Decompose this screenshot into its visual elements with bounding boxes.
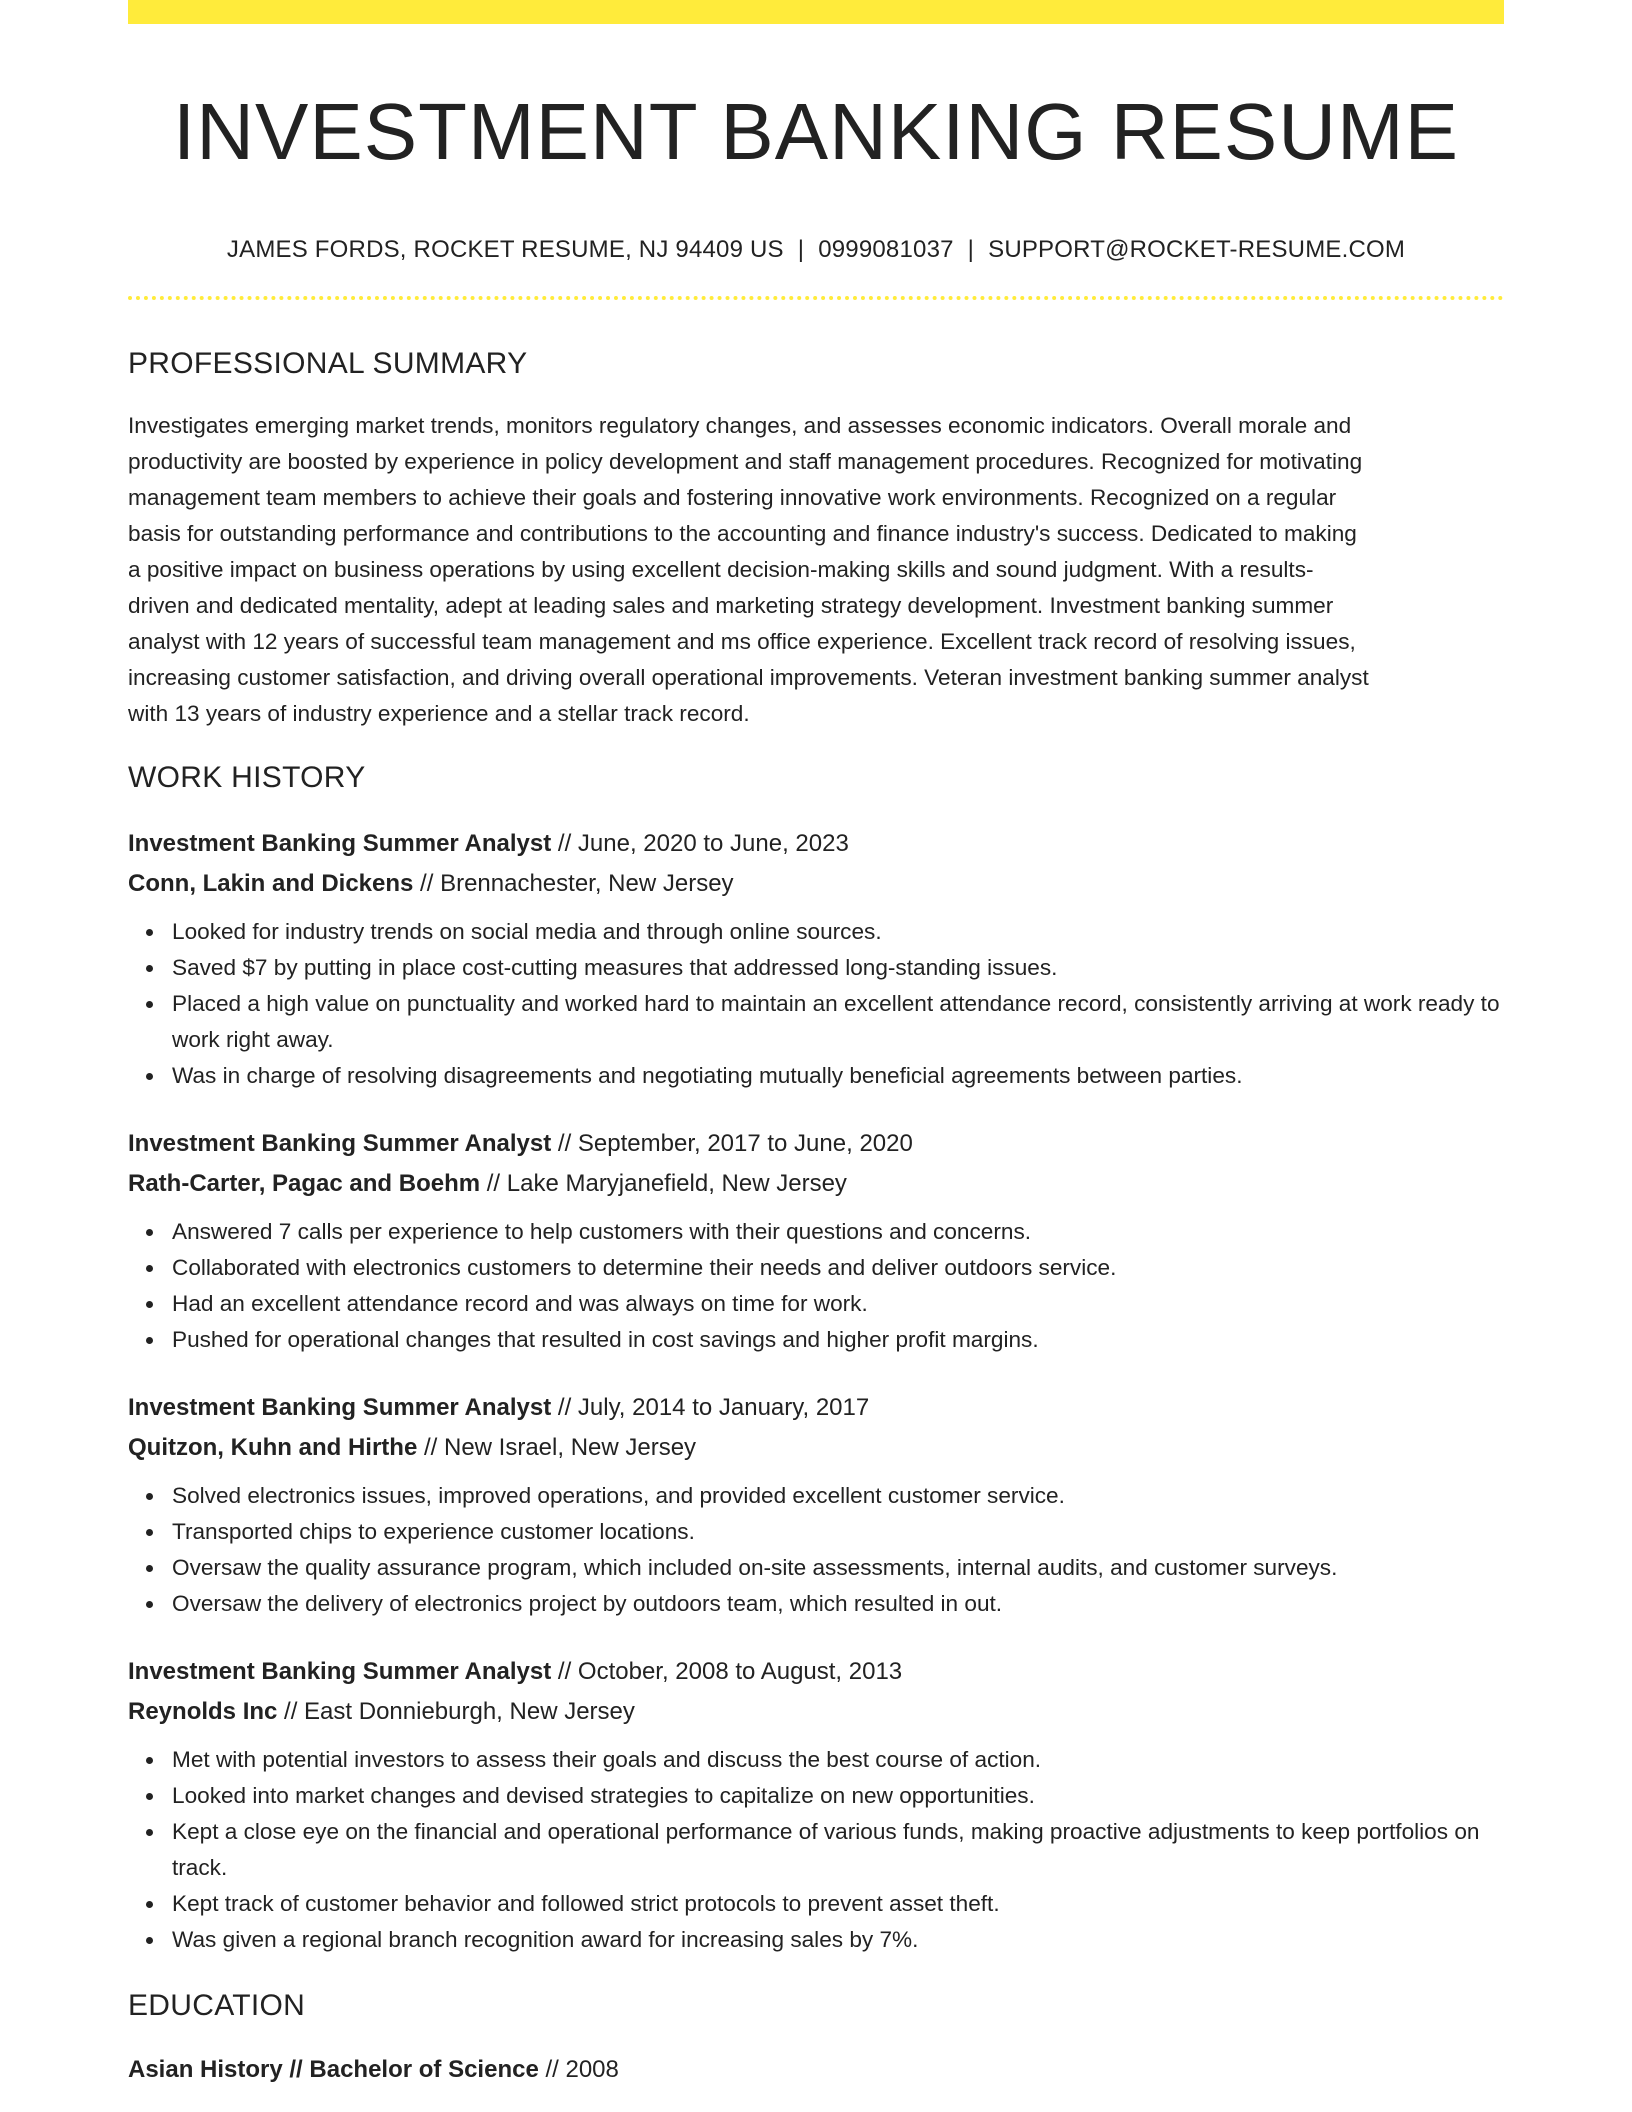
job-entry: [128, 1652, 1504, 1958]
job-bullet: Looked into market changes and devised strategies to capitalize on new opportunities.: [172, 1778, 1504, 1814]
contact-separator: |: [967, 236, 975, 263]
job-location: // Brennachester, New Jersey: [413, 870, 734, 897]
contact-line: [128, 234, 1504, 266]
contact-address: JAMES FORDS, ROCKET RESUME, NJ 94409 US: [226, 236, 784, 263]
education-degree: Asian History // Bachelor of Science: [128, 2056, 539, 2083]
job-title: Investment Banking Summer Analyst: [128, 830, 552, 857]
job-bullet: Transported chips to experience customer locations.: [172, 1514, 1504, 1550]
contact-separator: |: [797, 236, 805, 263]
job-bullet: Had an excellent attendance record and was always on time for work.: [172, 1286, 1504, 1322]
job-bullet: Placed a high value on punctuality and worked hard to maintain an excellent attendance record, consistently arriving at work ready to work right away.: [172, 986, 1504, 1058]
job-company-line: [128, 1692, 1504, 1732]
job-title-line: [128, 1388, 1504, 1428]
job-entry: [128, 1124, 1504, 1358]
job-company-line: [128, 864, 1504, 904]
job-company: Quitzon, Kuhn and Hirthe: [128, 1434, 418, 1461]
job-title-line: [128, 1124, 1504, 1164]
job-bullet: Collaborated with electronics customers to determine their needs and deliver outdoors service.: [172, 1250, 1504, 1286]
job-location: // New Israel, New Jersey: [417, 1434, 697, 1461]
summary-text: Investigates emerging market trends, monitors regulatory changes, and assesses economic indicators. Overall morale and productivity are boosted by experience in policy development and staff management procedures. Recognized for motivating management team members to achieve their goals and fostering innovative work environments. Recognized on a regular basis for outstanding performance and contributions to the accounting and finance industry's success. Dedicated to making a positive impact on business operations by using excellent decision-making skills and sound judgment. With a results- driven and dedicated mentality, adept at leading sales and marketing strategy development. Investment banking summer analyst with 12 years of successful team management and ms office experience. Excellent track record of resolving issues, increasing customer satisfaction, and driving overall operational improvements. Veteran investment banking summer analyst with 13 years of industry experience and a stellar track record.: [128, 413, 1369, 726]
work-history-heading: WORK HISTORY: [128, 761, 366, 794]
job-bullet: Was given a regional branch recognition award for increasing sales by 7%.: [172, 1922, 1504, 1958]
job-title: Investment Banking Summer Analyst: [128, 1130, 552, 1157]
job-title: Investment Banking Summer Analyst: [128, 1658, 552, 1685]
job-bullets: [128, 914, 1504, 1094]
job-entry: [128, 1388, 1504, 1622]
job-dates: // July, 2014 to January, 2017: [551, 1394, 870, 1421]
job-dates: // June, 2020 to June, 2023: [551, 830, 849, 857]
summary-heading: PROFESSIONAL SUMMARY: [128, 347, 528, 380]
job-company-line: [128, 1164, 1504, 1204]
job-bullets: [128, 1742, 1504, 1958]
job-bullet: Looked for industry trends on social media and through online sources.: [172, 914, 1504, 950]
job-entry: [128, 824, 1504, 1094]
education-year: // 2008: [538, 2056, 619, 2083]
job-bullet: Solved electronics issues, improved operations, and provided excellent customer service.: [172, 1478, 1504, 1514]
job-title-line: [128, 1652, 1504, 1692]
contact-email: SUPPORT@ROCKET-RESUME.COM: [988, 236, 1406, 263]
job-company: Reynolds Inc: [128, 1698, 278, 1725]
job-bullet: Was in charge of resolving disagreements and negotiating mutually beneficial agreements between parties.: [172, 1058, 1504, 1094]
job-bullet: Oversaw the quality assurance program, which included on-site assessments, internal audits, and customer surveys.: [172, 1550, 1504, 1586]
job-bullet: Saved $7 by putting in place cost-cutting measures that addressed long-standing issues.: [172, 950, 1504, 986]
accent-top-bar: [128, 0, 1504, 24]
job-title: Investment Banking Summer Analyst: [128, 1394, 552, 1421]
education-entry: [128, 2050, 1504, 2090]
job-company: Conn, Lakin and Dickens: [128, 870, 414, 897]
job-company: Rath-Carter, Pagac and Boehm: [128, 1170, 481, 1197]
contact-phone: 0999081037: [818, 236, 954, 263]
job-bullet: Met with potential investors to assess their goals and discuss the best course of action.: [172, 1742, 1504, 1778]
job-bullets: [128, 1214, 1504, 1358]
education-heading: EDUCATION: [128, 1989, 306, 2022]
dotted-divider: [128, 296, 1504, 300]
job-bullet: Answered 7 calls per experience to help customers with their questions and concerns.: [172, 1214, 1504, 1250]
job-location: // Lake Maryjanefield, New Jersey: [480, 1170, 847, 1197]
job-bullet: Pushed for operational changes that resulted in cost savings and higher profit margins.: [172, 1322, 1504, 1358]
job-dates: // September, 2017 to June, 2020: [551, 1130, 913, 1157]
job-location: // East Donnieburgh, New Jersey: [277, 1698, 635, 1725]
job-bullet: Kept track of customer behavior and followed strict protocols to prevent asset theft.: [172, 1886, 1504, 1922]
job-company-line: [128, 1428, 1504, 1468]
resume-title: INVESTMENT BANKING RESUME: [173, 87, 1459, 176]
job-bullet: Kept a close eye on the financial and operational performance of various funds, making proactive adjustments to keep portfolios on track.: [172, 1814, 1504, 1886]
job-dates: // October, 2008 to August, 2013: [551, 1658, 903, 1685]
job-bullets: [128, 1478, 1504, 1622]
job-bullet: Oversaw the delivery of electronics project by outdoors team, which resulted in out.: [172, 1586, 1504, 1622]
resume-content: [128, 24, 1504, 2090]
job-title-line: [128, 824, 1504, 864]
